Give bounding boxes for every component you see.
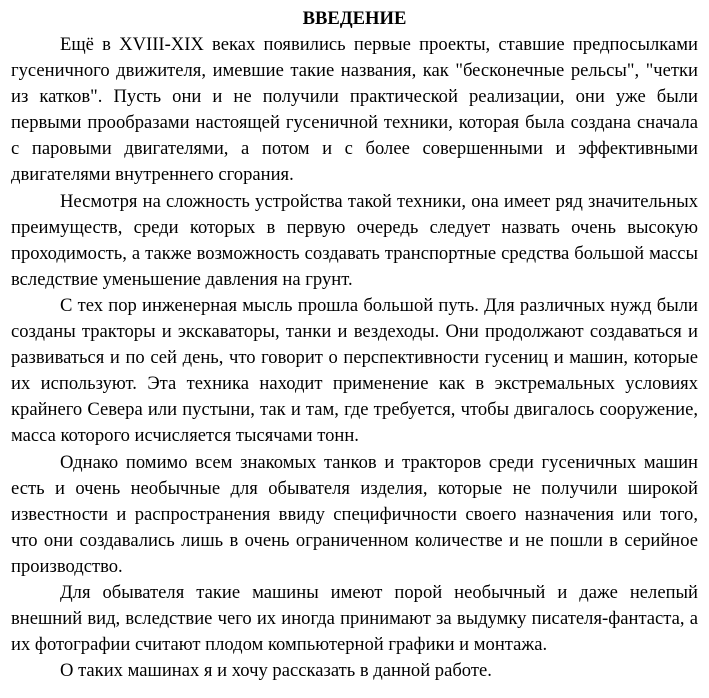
paragraph-1: Ещё в XVIII-XIX веках появились первые проекты, ставшие предпосылками гусеничного движителя, имевшие такие названия, как "бесконечные рельсы", "четки из катков". Пусть они и не получили практической реализации, они уже были первыми прообразами настоящей гусеничной техники, которая была создана сначала с паровыми двигателями, а потом и с более совершенными и эффективными двигателями внутреннего сгорания. (11, 34, 698, 186)
paragraph-6: О таких машинах я и хочу рассказать в данной работе. (60, 660, 492, 682)
paragraph-4: Однако помимо всем знакомых танков и тракторов среди гусеничных машин есть и очень необычные для обывателя изделия, которые не получили широкой известности и распространения ввиду специфичности своего назначения или того, что они создавались лишь в очень ограниченном количестве и не пошли в серийное производство. (11, 451, 698, 577)
paragraph-2: Несмотря на сложность устройства такой техники, она имеет ряд значительных преимуществ, среди которых в первую очередь следует назвать очень высокую проходимость, а также возможность создавать транспортные средства большой массы вследствие уменьшение давления на грунт. (11, 190, 698, 290)
page-title: ВВЕДЕНИЕ (302, 8, 407, 29)
paragraph-5: Для обывателя такие машины имеют порой необычный и даже нелепый внешний вид, вследствие чего их иногда принимают за выдумку писателя-фантаста, а их фотографии считают плодом компьютерной графики и монтажа. (11, 581, 698, 656)
paragraph-3: С тех пор инженерная мысль прошла большой путь. Для различных нужд были созданы тракторы и экскаваторы, танки и вездеходы. Они продолжают создаваться и развиваться и по сей день, что говорит о перспективности гусениц и машин, которые их используют. Эта техника находит применение как в экстремальных условиях крайнего Севера или пустыни, так и там, где требуется, чтобы двигалось сооружение, масса которого исчисляется тысячами тонн. (11, 294, 698, 447)
